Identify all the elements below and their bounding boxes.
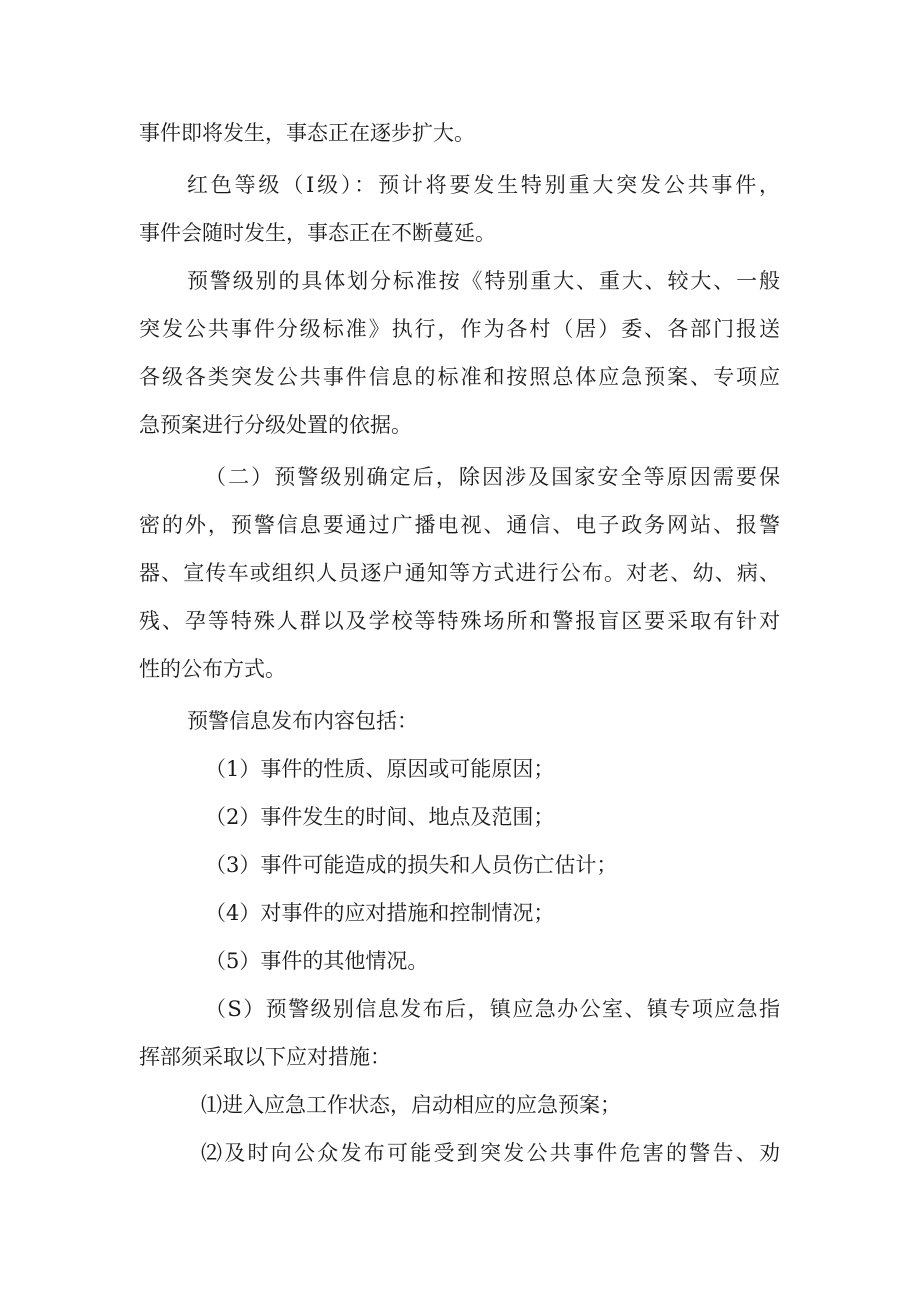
text-line: 事件即将发生，事态正在逐步扩大。 [139, 121, 475, 145]
list-item: ⑵及时向公众发布可能受到突发公共事件危害的警告、劝 [201, 1141, 780, 1165]
text-line: 挥部须采取以下应对措施： [139, 1045, 391, 1069]
text-line: 残、孕等特殊人群以及学校等特殊场所和警报盲区要采取有针对 [139, 609, 780, 633]
text-line: （S）预警级别信息发布后，镇应急办公室、镇专项应急指 [205, 997, 780, 1021]
list-item: （2）事件发生的时间、地点及范围； [205, 805, 555, 829]
list-item: （1）事件的性质、原因或可能原因； [205, 757, 555, 781]
text-line: 急预案进行分级处置的依据。 [139, 413, 412, 437]
text-line: 器、宣传车或组织人员逐户通知等方式进行公布。对老、幼、病、 [139, 561, 780, 585]
text-line: 事件会随时发生，事态正在不断蔓延。 [139, 221, 496, 245]
list-item: （3）事件可能造成的损失和人员伤亡估计； [205, 853, 618, 877]
text-line: 突发公共事件分级标准》执行，作为各村（居）委、各部门报送 [139, 317, 780, 341]
list-item: （5）事件的其他情况。 [205, 949, 429, 973]
text-line: 各级各类突发公共事件信息的标准和按照总体应急预案、专项应 [139, 365, 780, 389]
text-line: 性的公布方式。 [139, 657, 286, 681]
text-line: 红色等级（Ⅰ级）：预计将要发生特别重大突发公共事件， [187, 173, 780, 197]
text-line: 预警信息发布内容包括： [187, 709, 418, 733]
list-item: ⑴进入应急工作状态，启动相应的应急预案； [201, 1093, 621, 1117]
text-line: 预警级别的具体划分标准按《特别重大、重大、较大、一般 [187, 269, 780, 293]
list-item: （4）对事件的应对措施和控制情况； [205, 901, 555, 925]
text-line: （二）预警级别确定后，除因涉及国家安全等原因需要保 [205, 465, 780, 489]
text-line: 密的外，预警信息要通过广播电视、通信、电子政务网站、报警 [139, 513, 780, 537]
